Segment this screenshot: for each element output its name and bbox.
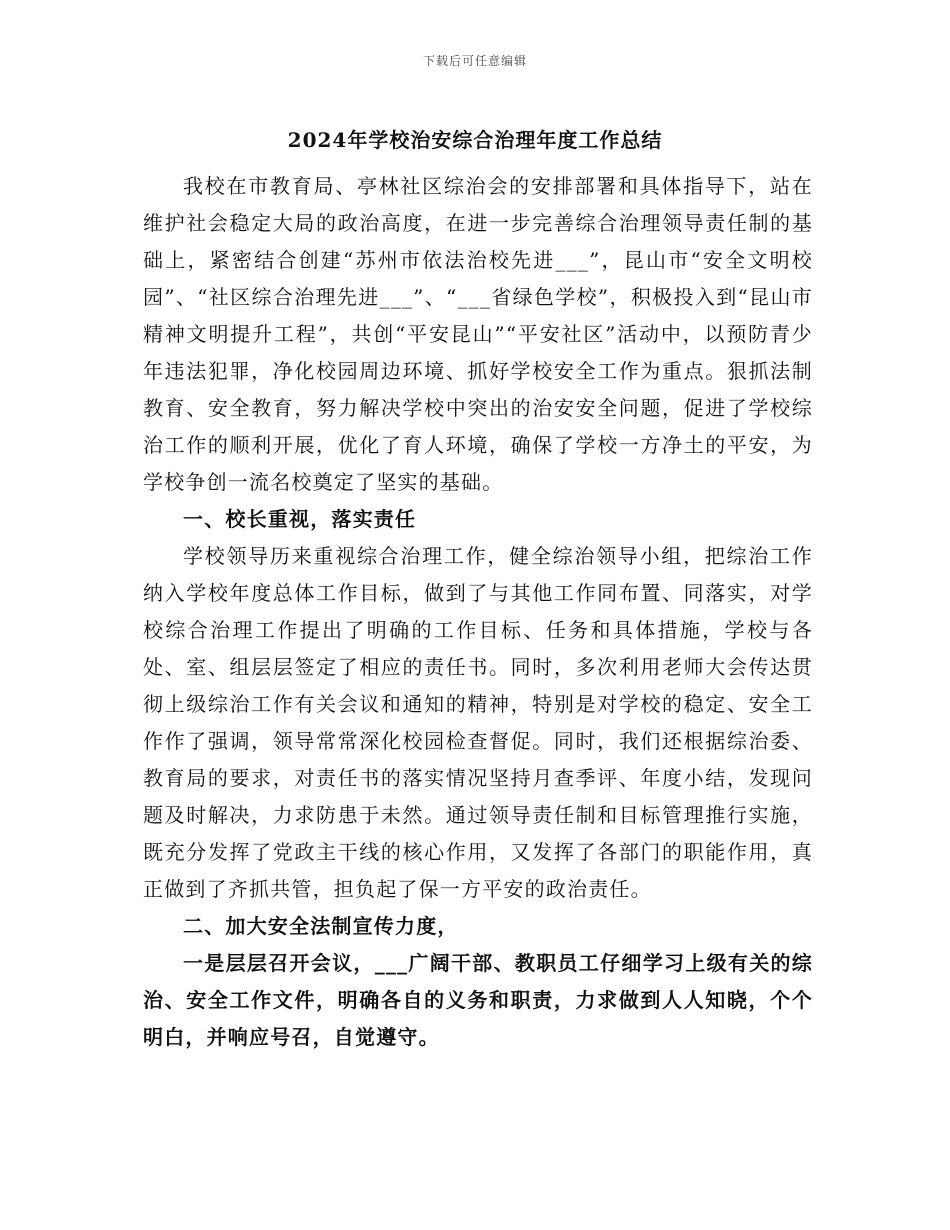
section-2-paragraph: 一是层层召开会议，___广阔干部、教职员工仔细学习上级有关的综治、安全工作文件，明确各自的义务和职责，力求做到人人知晓，个个明白，并响应号召，自觉遵守。 xyxy=(143,951,813,1049)
page-header-note: 下载后可任意编辑 xyxy=(422,54,527,68)
document-title: 2024年学校治安综合治理年度工作总结 xyxy=(287,128,663,152)
intro-paragraph: 我校在市教育局、亭林社区综治会的安排部署和具体指导下，站在维护社会稳定大局的政治高度，在进一步完善综合治理领导责任制的基础上，紧密结合创建“苏州市依法治校先进___”，昆山市“安全文明校园”、“社区综合治理先进___”、“___省绿色学校”，积极投入到“昆山市精神文明提升工程”，共创“平安昆山”“平安社区”活动中，以预防青少年违法犯罪，净化校园周边环境、抓好学校安全工作为重点。狠抓法制教育、安全教育，努力解决学校中突出的治安安全问题，促进了学校综治工作的顺利开展，优化了育人环境，确保了学校一方净土的平安，为学校争创一流名校奠定了坚实的基础。 xyxy=(143,174,813,494)
section-1-paragraph: 学校领导历来重视综合治理工作，健全综治领导小组，把综治工作纳入学校年度总体工作目标，做到了与其他工作同布置、同落实，对学校综合治理工作提出了明确的工作目标、任务和具体措施，学校与各处、室、组层层签定了相应的责任书。同时，多次利用老师大会传达贯彻上级综治工作有关会议和通知的精神，特别是对学校的稳定、安全工作作了强调，领导常常深化校园检查督促。同时，我们还根据综治委、教育局的要求，对责任书的落实情况坚持月查季评、年度小结，发现问题及时解决，力求防患于未然。通过领导责任制和目标管理推行实施，既充分发挥了党政主干线的核心作用，又发挥了各部门的职能作用，真正做到了齐抓共管，担负起了保一方平安的政治责任。 xyxy=(143,544,813,901)
document-body xyxy=(143,168,813,1056)
section-2-heading: 二、加大安全法制宣传力度， xyxy=(183,914,459,938)
section-1-heading: 一、校长重视，落实责任 xyxy=(183,507,417,531)
